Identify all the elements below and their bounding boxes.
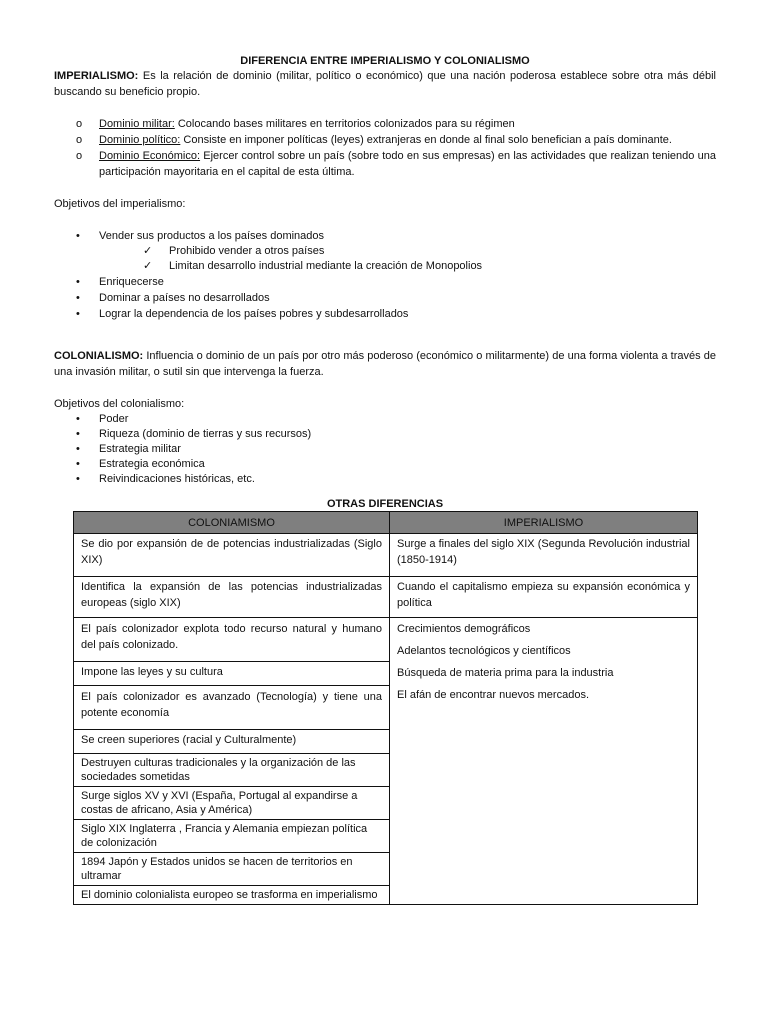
list-item: • Poder [76, 413, 129, 425]
bullet-icon: • [76, 428, 80, 440]
list-item: ✓ Prohibido vender a otros países [143, 245, 325, 257]
checkmark-icon: ✓ [143, 245, 153, 257]
bullet-icon: • [76, 230, 80, 242]
table-cell: Se dio por expansión de de potencias industrializadas (Siglo XIX) [74, 534, 390, 577]
table-row [74, 577, 698, 618]
imperialismo-definition [54, 68, 716, 100]
table-cell: Siglo XIX Inglaterra , Francia y Alemania empiezan política de colonización [74, 820, 390, 853]
dominios-list [54, 116, 716, 180]
dominio-term: Dominio Económico: [99, 150, 201, 162]
table-cell: El país colonizador es avanzado (Tecnología) y tiene una potente economía [74, 686, 390, 730]
column-header-imperialismo: IMPERIALISMO [390, 512, 698, 534]
list-item: • Estrategia militar [76, 443, 181, 455]
list-item: • Lograr la dependencia de los países pobres y subdesarrollados [76, 308, 409, 320]
objetivos-imperialismo-list [54, 228, 716, 322]
table-cell: El dominio colonialista europeo se trasforma en imperialismo [74, 886, 390, 905]
list-item: • Dominar a países no desarrollados [76, 292, 270, 304]
list-item: • Estrategia económica [76, 458, 205, 470]
list-item: ✓ Limitan desarrollo industrial mediante la creación de Monopolios [143, 260, 483, 272]
bullet-icon: • [76, 458, 80, 470]
objetivos-colonialismo-heading: Objetivos del colonialismo: [54, 398, 185, 410]
bullet-icon: • [76, 276, 80, 288]
objetivos-imperialismo-heading: Objetivos del imperialismo: [54, 198, 186, 210]
table-cell: Identifica la expansión de las potencias industrializadas europeas (siglo XIX) [74, 577, 390, 618]
list-item: Adelantos tecnológicos y científicos [397, 645, 571, 657]
document-title: DIFERENCIA ENTRE IMPERIALISMO Y COLONIALISMO [240, 55, 530, 67]
colonialismo-definition [54, 348, 716, 380]
list-item: Crecimientos demográficos [397, 623, 531, 635]
list-item: • Riqueza (dominio de tierras y sus recursos) [76, 428, 312, 440]
table-header-row [74, 512, 698, 534]
colonialismo-text: Influencia o dominio de un país por otro más poderoso (económico o militarmente) de una forma violenta a través de una invasión militar, o sutil sin que intervenga la fuerza. [54, 350, 716, 378]
list-item: • Enriquecerse [76, 276, 164, 288]
table-cell: Surge a finales del siglo XIX (Segunda Revolución industrial (1850-1914) [390, 534, 698, 577]
bullet-icon: • [76, 292, 80, 304]
list-item: El afán de encontrar nuevos mercados. [397, 689, 590, 701]
bullet-icon: • [76, 413, 80, 425]
document-page [54, 54, 716, 905]
table-cell: 1894 Japón y Estados unidos se hacen de territorios en ultramar [74, 853, 390, 886]
list-item: o Dominio político: Consiste en imponer políticas (leyes) extranjeras en donde al final solo benefician a país dominante. [76, 134, 672, 146]
table-cell: Cuando el capitalismo empieza su expansión económica y política [390, 577, 698, 618]
column-header-colonialismo: COLONIAMISMO [74, 512, 390, 534]
dominio-term: Dominio político: [99, 134, 181, 146]
dominio-term: Dominio militar: [99, 118, 175, 130]
list-item: • Vender sus productos a los países dominados ✓ Prohibido vender a otros países ✓ Limitan desarrollo industrial mediante la creación de Monopolios [54, 228, 716, 274]
table-cell: Impone las leyes y su cultura [74, 662, 390, 686]
imperialismo-label: IMPERIALISMO: [54, 70, 139, 82]
colonialismo-label: COLONIALISMO: [54, 350, 144, 362]
differences-table [73, 511, 698, 905]
list-item: Búsqueda de materia prima para la industria [397, 667, 614, 679]
table-cell: Surge siglos XV y XVI (España, Portugal al expandirse a costas de africano, Asia y América) [74, 787, 390, 820]
list-item: • Reivindicaciones históricas, etc. [76, 473, 255, 485]
bullet-icon: • [76, 443, 80, 455]
bullet-icon: • [76, 308, 80, 320]
table-cell-merged [390, 618, 698, 905]
table-title: OTRAS DIFERENCIAS [326, 498, 444, 510]
table-cell: Se creen superiores (racial y Culturalmente) [74, 730, 390, 754]
table-row [74, 618, 698, 662]
objetivos-colonialismo-list [54, 412, 716, 487]
list-item: o Dominio militar: Colocando bases militares en territorios colonizados para su régimen [76, 118, 515, 130]
bullet-icon: • [76, 473, 80, 485]
table-row [74, 534, 698, 577]
list-item: o Dominio Económico: Ejercer control sobre un país (sobre todo en sus empresas) en las actividades que realizan teniendo una participación mayoritaria en el capital de esta última. [76, 150, 716, 178]
checkmark-icon: ✓ [143, 260, 153, 272]
table-cell: El país colonizador explota todo recurso natural y humano del país colonizado. [74, 618, 390, 662]
imperialismo-text: Es la relación de dominio (militar, político o económico) que una nación poderosa establece sobre otra más débil buscando su beneficio propio. [54, 70, 716, 98]
table-cell: Destruyen culturas tradicionales y la organización de las sociedades sometidas [74, 754, 390, 787]
sub-list [99, 244, 716, 274]
